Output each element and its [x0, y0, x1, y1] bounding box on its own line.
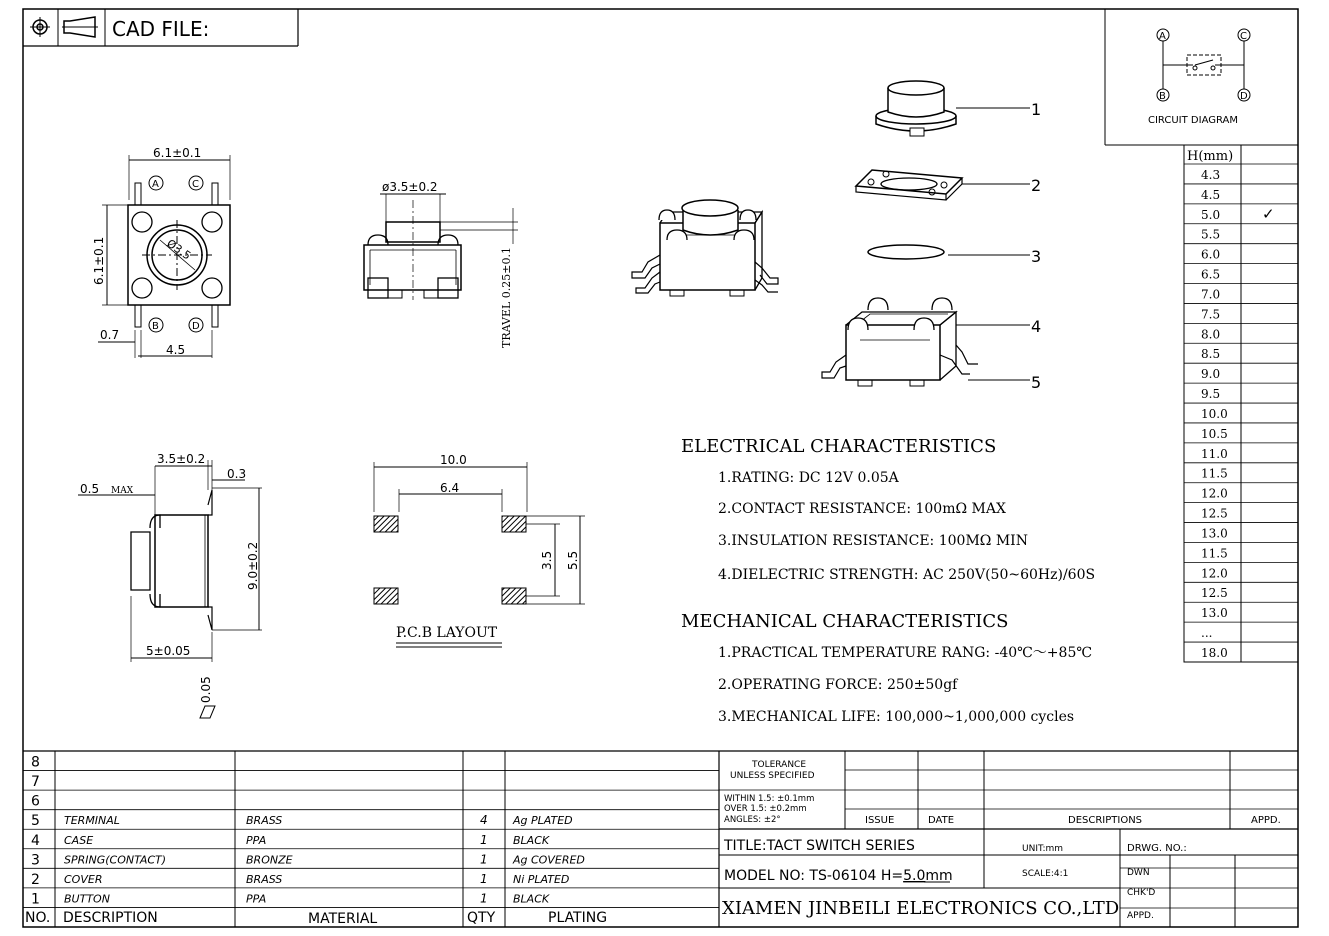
height-table-row: 8.0	[1201, 327, 1221, 342]
height-table-row: ...	[1201, 626, 1213, 641]
bom-row-number: 3	[31, 852, 40, 869]
part-label-2: 2	[1031, 176, 1042, 195]
mechanical-characteristics	[681, 611, 1092, 725]
bom-description: COVER	[64, 872, 103, 886]
mechanical-title: MECHANICAL CHARACTERISTICS	[681, 611, 1009, 632]
electrical-title: ELECTRICAL CHARACTERISTICS	[681, 436, 997, 457]
pcb-layout	[374, 453, 585, 647]
bom-material: BRASS	[246, 872, 283, 886]
bom-row-number: 8	[31, 754, 40, 771]
top-pin-a: A	[152, 179, 159, 190]
bom-plating: BLACK	[513, 892, 550, 906]
descriptions-header: DESCRIPTIONS	[1068, 815, 1143, 826]
tolerance-within: WITHIN 1.5: ±0.1mm	[724, 794, 815, 804]
side-view	[78, 452, 262, 718]
top-view	[92, 146, 230, 358]
bom-description: CASE	[64, 833, 94, 847]
tolerance-subtitle: UNLESS SPECIFIED	[730, 771, 815, 781]
isometric-assembled-view	[632, 200, 778, 296]
sheet-border	[23, 9, 1298, 927]
top-pitch-dim: 4.5	[166, 343, 186, 357]
bom-qty: 1	[480, 832, 488, 847]
height-table-row: 12.0	[1201, 486, 1228, 501]
flatness-icon	[200, 706, 215, 718]
height-table-row: 4.5	[1201, 187, 1221, 202]
mechanical-item: 2.OPERATING FORCE: 250±50gf	[718, 677, 958, 693]
front-diameter-dim: ø3.5±0.2	[382, 180, 438, 194]
bom-description: SPRING(CONTACT)	[64, 853, 167, 867]
bom-row-number: 4	[31, 832, 40, 849]
circuit-title: CIRCUIT DIAGRAM	[1148, 115, 1238, 126]
height-table-row: 11.5	[1201, 546, 1228, 561]
top-pin-b: B	[152, 321, 159, 332]
side-base-dim: 5±0.05	[146, 644, 191, 658]
projection-symbol-icon	[30, 17, 98, 37]
pcb-pad	[374, 516, 398, 532]
bom-qty: 4	[480, 813, 488, 828]
bom-material: PPA	[246, 833, 267, 847]
height-table-row: 6.5	[1201, 267, 1221, 282]
circuit-pin-b: B	[1159, 91, 1166, 102]
circuit-diagram	[1105, 9, 1298, 145]
part-label-3: 3	[1031, 247, 1042, 266]
bom-header-description: DESCRIPTION	[63, 910, 158, 926]
bom-row-number: 2	[31, 871, 40, 888]
electrical-characteristics	[681, 436, 1095, 583]
top-height-dim: 6.1±0.1	[92, 236, 106, 285]
bom-material: BRASS	[246, 814, 283, 828]
height-table-row: 4.3	[1201, 167, 1221, 182]
bom-header-material: MATERIAL	[308, 911, 378, 927]
height-table-row: 18.0	[1201, 646, 1228, 660]
bom-description: TERMINAL	[64, 814, 120, 828]
height-table-row: 10.0	[1201, 406, 1228, 421]
tolerance-over: OVER 1.5: ±0.2mm	[724, 804, 807, 814]
cad-file-header	[23, 9, 298, 46]
scale-label: SCALE:4:1	[1022, 869, 1069, 879]
pcb-pad	[502, 516, 526, 532]
part-label-4: 4	[1031, 317, 1042, 336]
mechanical-item: 3.MECHANICAL LIFE: 100,000~1,000,000 cycles	[718, 709, 1075, 725]
electrical-item: 3.INSULATION RESISTANCE: 100MΩ MIN	[718, 533, 1028, 549]
side-max-label: MAX	[111, 486, 134, 496]
height-table-row: 11.5	[1201, 466, 1228, 481]
height-table	[1184, 145, 1298, 662]
company-name: XIAMEN JINBEILI ELECTRONICS CO.,LTD	[722, 898, 1120, 919]
height-table-row: 5.0	[1201, 207, 1221, 222]
circuit-pin-d: D	[1240, 91, 1248, 102]
front-travel-dim: TRAVEL 0.25±0.1	[500, 247, 513, 348]
bom-qty: 1	[480, 852, 488, 867]
side-height-dim: 9.0±0.2	[246, 541, 260, 590]
drawing-number-label: DRWG. NO.:	[1127, 843, 1187, 854]
height-table-row: 10.5	[1201, 426, 1228, 441]
top-width-dim: 6.1±0.1	[153, 146, 202, 160]
top-diameter-dim: Ø3.5	[164, 236, 194, 263]
part-label-5: 5	[1031, 373, 1042, 392]
circuit-pin-c: C	[1240, 31, 1247, 42]
electrical-item: 1.RATING: DC 12V 0.05A	[718, 470, 899, 486]
mechanical-item: 1.PRACTICAL TEMPERATURE RANG: -40℃～+85℃	[718, 645, 1093, 661]
front-view	[364, 180, 518, 348]
bom-row-number: 6	[31, 793, 40, 810]
bom-header-plating: PLATING	[548, 910, 608, 926]
bom-description: BUTTON	[64, 892, 110, 906]
bom-plating: Ag COVERED	[513, 853, 585, 867]
height-table-row: 7.0	[1201, 287, 1221, 302]
height-table-row: 12.0	[1201, 566, 1228, 581]
bom-qty: 1	[480, 891, 488, 906]
top-pin-c: C	[192, 179, 199, 190]
date-header: DATE	[928, 815, 955, 826]
cad-file-label: CAD FILE:	[112, 17, 210, 41]
bom-row-number: 1	[31, 891, 40, 908]
pcb-width-outer: 10.0	[440, 453, 467, 467]
bom-row-number: 7	[31, 774, 40, 791]
electrical-item: 2.CONTACT RESISTANCE: 100mΩ MAX	[718, 501, 1006, 517]
pcb-height-inner: 3.5	[540, 550, 554, 570]
height-table-row: 6.0	[1201, 247, 1221, 262]
model-number: MODEL NO: TS-06104 H=5.0mm	[724, 868, 953, 884]
electrical-item: 4.DIELECTRIC STRENGTH: AC 250V(50~60Hz)/60S	[718, 567, 1096, 583]
height-check-mark: ✓	[1262, 205, 1275, 223]
bom-qty: 1	[480, 871, 488, 886]
height-table-row: 12.5	[1201, 506, 1228, 521]
bom-header-qty: QTY	[467, 910, 496, 926]
height-table-row: 5.5	[1201, 227, 1221, 242]
height-table-row: 12.5	[1201, 586, 1228, 601]
pcb-pad	[374, 588, 398, 604]
bom-plating: Ni PLATED	[513, 872, 570, 886]
height-table-row: 9.0	[1201, 367, 1221, 382]
side-flatness-dim: 0.05	[199, 676, 213, 703]
tolerance-label: TOLERANCE	[752, 760, 807, 770]
tolerance-angles: ANGLES: ±2°	[724, 815, 781, 825]
pcb-pad	[502, 588, 526, 604]
part-label-1: 1	[1031, 100, 1042, 119]
drawing-title: TITLE:TACT SWITCH SERIES	[724, 838, 915, 854]
side-max-dim: 0.5	[80, 482, 100, 496]
circuit-pin-a: A	[1159, 31, 1166, 42]
height-table-row: 11.0	[1201, 446, 1228, 461]
top-pin-d: D	[192, 321, 200, 332]
bom-row-number: 5	[31, 813, 40, 830]
title-block	[719, 751, 1298, 927]
pcb-layout-label: P.C.B LAYOUT	[396, 625, 498, 641]
bom-plating: BLACK	[513, 833, 550, 847]
approved-label: APPD.	[1127, 911, 1154, 921]
side-width-dim: 3.5±0.2	[157, 452, 206, 466]
bom-plating: Ag PLATED	[513, 814, 573, 828]
height-table-row: 9.5	[1201, 387, 1221, 402]
bom-material: PPA	[246, 892, 267, 906]
height-table-header: H(mm)	[1187, 149, 1234, 164]
drawn-label: DWN	[1127, 868, 1150, 878]
pcb-height-outer: 5.5	[566, 550, 580, 570]
bom-header-no: NO.	[25, 910, 51, 926]
checked-label: CHK'D	[1127, 888, 1156, 898]
height-table-row: 13.0	[1201, 606, 1228, 621]
issue-header: ISSUE	[865, 815, 895, 826]
height-table-row: 13.0	[1201, 526, 1228, 541]
top-lead-dim: 0.7	[100, 328, 120, 342]
bom-material: BRONZE	[246, 853, 293, 867]
height-table-row: 7.5	[1201, 307, 1221, 322]
pcb-width-inner: 6.4	[440, 481, 460, 495]
side-thickness-dim: 0.3	[227, 467, 247, 481]
appd-header: APPD.	[1251, 815, 1281, 826]
unit-label: UNIT:mm	[1022, 844, 1064, 854]
height-table-row: 8.5	[1201, 347, 1221, 362]
exploded-view	[822, 81, 1041, 392]
